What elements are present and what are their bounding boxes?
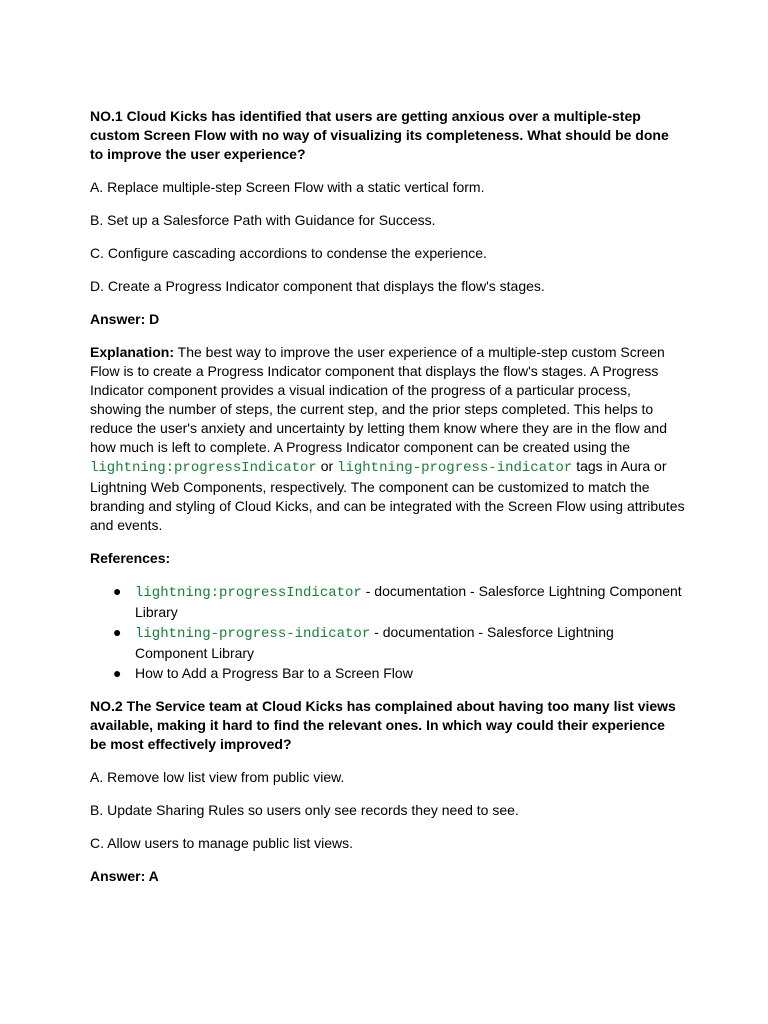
question-2-option-a: A. Remove low list view from public view.	[90, 769, 345, 785]
explanation-code-lwc: lightning-progress-indicator	[337, 460, 573, 476]
explanation-text-2: tags in Aura or Lightning Web Components, respectively. The component can be customized to match the branding and styling of Cloud Kicks, and can be integrated with the Screen Flow using attributes and events.	[90, 458, 685, 533]
references-title: References:	[90, 550, 171, 566]
question-2-answer: Answer: A	[90, 868, 159, 884]
question-1-option-c: C. Configure cascading accordions to condense the experience.	[90, 245, 487, 261]
question-1-explanation	[90, 343, 685, 535]
question-1-option-a: A. Replace multiple-step Screen Flow with a static vertical form.	[90, 179, 485, 195]
reference-text: How to Add a Progress Bar to a Screen Flow	[135, 665, 413, 681]
question-2-option-b: B. Update Sharing Rules so users only see records they need to see.	[90, 802, 519, 818]
document-page	[90, 107, 685, 886]
explanation-or: or	[316, 458, 338, 474]
question-1-option-d: D. Create a Progress Indicator component that displays the flow's stages.	[90, 278, 545, 294]
references-list	[90, 582, 685, 683]
reference-item	[113, 623, 685, 663]
bullet-icon: ●	[113, 624, 122, 640]
question-1-answer: Answer: D	[90, 311, 160, 327]
question-1-option-b: B. Set up a Salesforce Path with Guidance for Success.	[90, 212, 436, 228]
question-2-option-c: C. Allow users to manage public list views.	[90, 835, 353, 851]
question-2-title: NO.2 The Service team at Cloud Kicks has complained about having too many list views available, making it hard to find the relevant ones. In which way could their experience be most effectively improved?	[90, 698, 676, 752]
reference-code: lightning-progress-indicator	[135, 626, 371, 642]
question-1-title: NO.1 Cloud Kicks has identified that users are getting anxious over a multiple-step custom Screen Flow with no way of visualizing its completeness. What should be done to improve the user experience?	[90, 108, 669, 162]
explanation-code-aura: lightning:progressIndicator	[90, 460, 317, 476]
reference-text: - documentation - Salesforce Lightning Component Library	[135, 624, 614, 661]
explanation-text-1: The best way to improve the user experience of a multiple-step custom Screen Flow is to create a Progress Indicator component that displays the flow's stages. A Progress Indicator component provides a visual indication of the progress of a particular process, showing the number of steps, the current step, and the prior steps completed. This helps to reduce the user's anxiety and uncertainty by letting them know where they are in the flow and how much is left to complete. A Progress Indicator component can be created using the	[90, 344, 668, 455]
reference-item	[113, 664, 685, 683]
reference-item	[113, 582, 685, 622]
explanation-label: Explanation:	[90, 344, 175, 360]
bullet-icon: ●	[113, 583, 122, 599]
reference-text: - documentation - Salesforce Lightning Component Library	[135, 583, 682, 620]
reference-code: lightning:progressIndicator	[135, 585, 362, 601]
bullet-icon: ●	[113, 665, 122, 681]
